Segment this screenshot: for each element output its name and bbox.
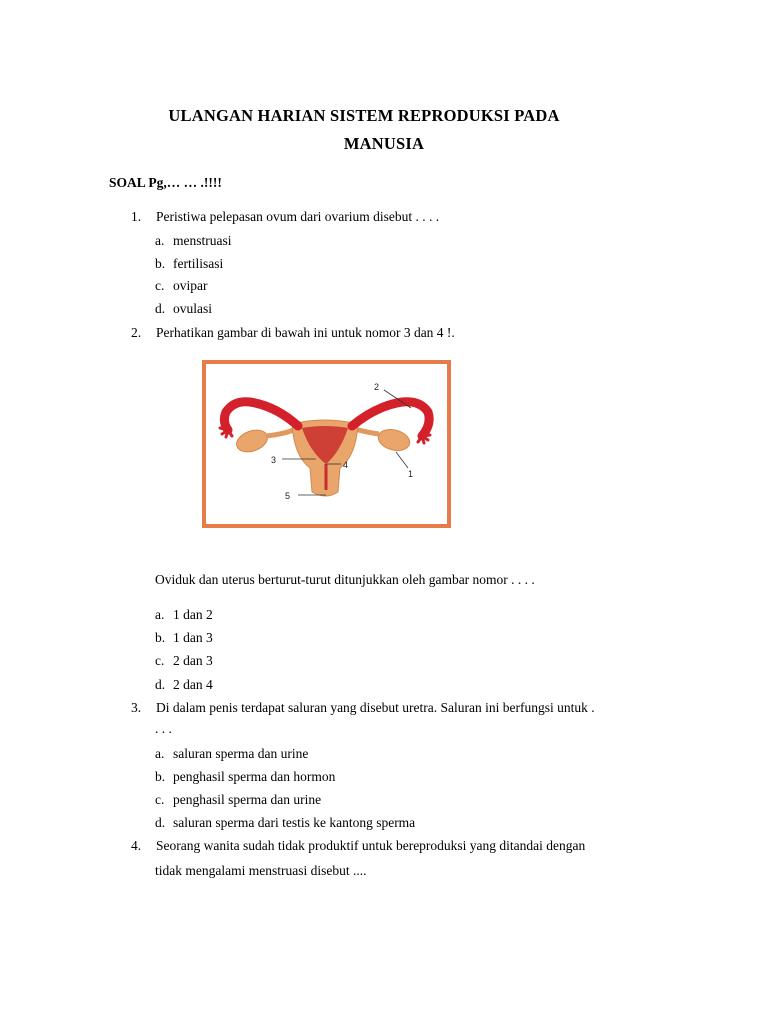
option-letter: b.: [155, 630, 166, 645]
question-4: [131, 838, 585, 854]
figure-label-3: 3: [271, 455, 277, 465]
question-3: [131, 700, 595, 716]
left-ovary: [234, 426, 271, 456]
option-3a: [155, 746, 308, 762]
option-3b: [155, 769, 335, 785]
option-text: 1 dan 3: [173, 630, 213, 645]
option-2c: [155, 653, 213, 669]
right-ovary: [376, 426, 412, 454]
option-text: fertilisasi: [173, 256, 224, 271]
option-text: saluran sperma dan urine: [173, 746, 309, 761]
question-number: 4.: [131, 838, 142, 853]
page-title-line-2: MANUSIA: [343, 134, 425, 153]
option-letter: c.: [155, 792, 165, 807]
uterus-diagram: [202, 360, 451, 528]
question-text: Peristiwa pelepasan ovum dari ovarium disebut . . . .: [156, 209, 440, 224]
option-letter: b.: [155, 769, 166, 784]
option-2b: [155, 630, 213, 646]
option-1b: [155, 256, 223, 272]
option-text: ovulasi: [173, 301, 212, 316]
option-text: 2 dan 3: [173, 653, 213, 668]
figure-label-1: 1: [408, 469, 414, 479]
question-number: 3.: [131, 700, 142, 715]
option-1a: [155, 233, 232, 249]
option-1d: [155, 301, 212, 317]
question-text: Di dalam penis terdapat saluran yang disebut uretra. Saluran ini berfungsi untuk .: [156, 700, 595, 715]
option-letter: b.: [155, 256, 166, 271]
option-text: menstruasi: [173, 233, 232, 248]
option-letter: d.: [155, 677, 166, 692]
figure-label-5: 5: [285, 491, 291, 501]
option-letter: c.: [155, 653, 165, 668]
figure-label-4: 4: [343, 460, 349, 470]
question-text: Seorang wanita sudah tidak produktif untuk bereproduksi yang ditandai dengan: [156, 838, 586, 853]
option-letter: d.: [155, 815, 166, 830]
option-text: penghasil sperma dan hormon: [173, 769, 336, 784]
question-3-continued: . . .: [155, 721, 172, 736]
question-number: 1.: [131, 209, 142, 224]
option-text: penghasil sperma dan urine: [173, 792, 322, 807]
section-label: SOAL Pg,… … .!!!!: [109, 175, 222, 190]
option-text: 2 dan 4: [173, 677, 213, 692]
question-1: [131, 209, 439, 225]
option-letter: a.: [155, 607, 165, 622]
option-1c: [155, 278, 208, 294]
question-2-followup: Oviduk dan uterus berturut-turut ditunjukkan oleh gambar nomor . . . .: [155, 572, 535, 587]
option-text: saluran sperma dari testis ke kantong sperma: [173, 815, 416, 830]
figure-label-2: 2: [374, 382, 380, 392]
option-text: 1 dan 2: [173, 607, 213, 622]
option-2d: [155, 677, 213, 693]
page-title-line-1: ULANGAN HARIAN SISTEM REPRODUKSI PADA: [168, 106, 560, 125]
option-3d: [155, 815, 415, 831]
question-text: Perhatikan gambar di bawah ini untuk nomor 3 dan 4 !.: [156, 325, 455, 340]
question-2: [131, 325, 455, 341]
option-3c: [155, 792, 321, 808]
option-2a: [155, 607, 213, 623]
option-text: ovipar: [173, 278, 208, 293]
option-letter: a.: [155, 746, 165, 761]
question-4-continued: tidak mengalami menstruasi disebut ....: [155, 863, 367, 878]
option-letter: c.: [155, 278, 165, 293]
uterus-illustration: [206, 364, 447, 524]
option-letter: a.: [155, 233, 165, 248]
option-letter: d.: [155, 301, 166, 316]
left-oviduct: [224, 402, 298, 430]
question-number: 2.: [131, 325, 142, 340]
